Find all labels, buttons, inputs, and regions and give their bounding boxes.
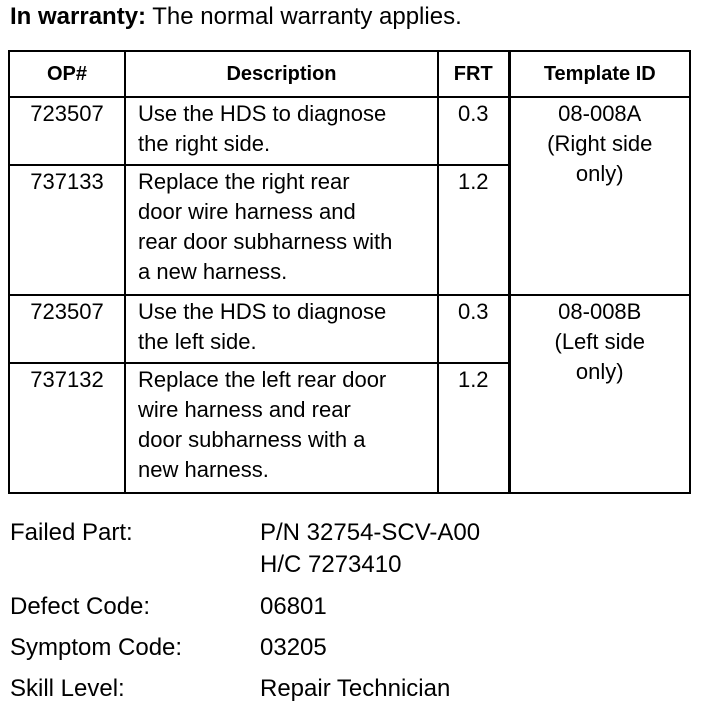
warranty-heading (10, 2, 462, 32)
template-id-line: only) (575, 359, 624, 384)
frt-value: 0.3 (438, 97, 509, 165)
frt-value: 1.2 (438, 363, 509, 493)
description-line: door wire harness and (138, 199, 356, 224)
description-cell (125, 363, 438, 493)
skill-level-value: Repair Technician (260, 675, 451, 702)
frt-value: 0.3 (438, 295, 509, 363)
failed-part-label: Failed Part: (10, 519, 133, 546)
description-line: the left side. (138, 329, 257, 354)
table-header-row (9, 51, 690, 97)
description-cell (125, 295, 438, 363)
warranty-ops-table (8, 50, 691, 494)
description-line: Use the HDS to diagnose (138, 101, 387, 126)
description-cell (125, 165, 438, 295)
defect-code-value: 06801 (260, 593, 327, 620)
description-line: wire harness and rear (138, 397, 351, 422)
description-cell (125, 97, 438, 165)
symptom-code-label: Symptom Code: (10, 634, 183, 661)
template-id-cell (509, 97, 690, 295)
failed-part-hc: H/C 7273410 (260, 551, 402, 578)
header-op: OP# (9, 51, 125, 97)
template-id-cell (509, 295, 690, 493)
op-number: 723507 (9, 295, 125, 363)
op-number: 737133 (9, 165, 125, 295)
header-frt: FRT (438, 51, 509, 97)
frt-value: 1.2 (438, 165, 509, 295)
defect-code-label: Defect Code: (10, 593, 151, 620)
warranty-heading-text: The normal warranty applies. (146, 3, 462, 30)
description-line: rear door subharness with (138, 229, 393, 254)
template-id-line: 08-008A (558, 101, 642, 126)
description-line: door subharness with a (138, 427, 366, 452)
template-id-line: (Right side (547, 131, 653, 156)
header-description: Description (125, 51, 438, 97)
table-row (9, 97, 690, 165)
description-line: Replace the left rear door (138, 367, 387, 392)
table-row (9, 295, 690, 363)
symptom-code-value: 03205 (260, 634, 327, 661)
description-line: new harness. (138, 457, 269, 482)
template-id-line: only) (575, 161, 624, 186)
description-line: Use the HDS to diagnose (138, 299, 387, 324)
header-template-id: Template ID (509, 51, 690, 97)
description-line: the right side. (138, 131, 271, 156)
description-line: a new harness. (138, 259, 288, 284)
op-number: 737132 (9, 363, 125, 493)
warranty-heading-label: In warranty: (10, 3, 147, 30)
skill-level-label: Skill Level: (10, 675, 125, 702)
template-id-line: (Left side (554, 329, 645, 354)
failed-part-number: P/N 32754-SCV-A00 (260, 519, 481, 546)
description-line: Replace the right rear (138, 169, 350, 194)
template-id-line: 08-008B (558, 299, 642, 324)
op-number: 723507 (9, 97, 125, 165)
